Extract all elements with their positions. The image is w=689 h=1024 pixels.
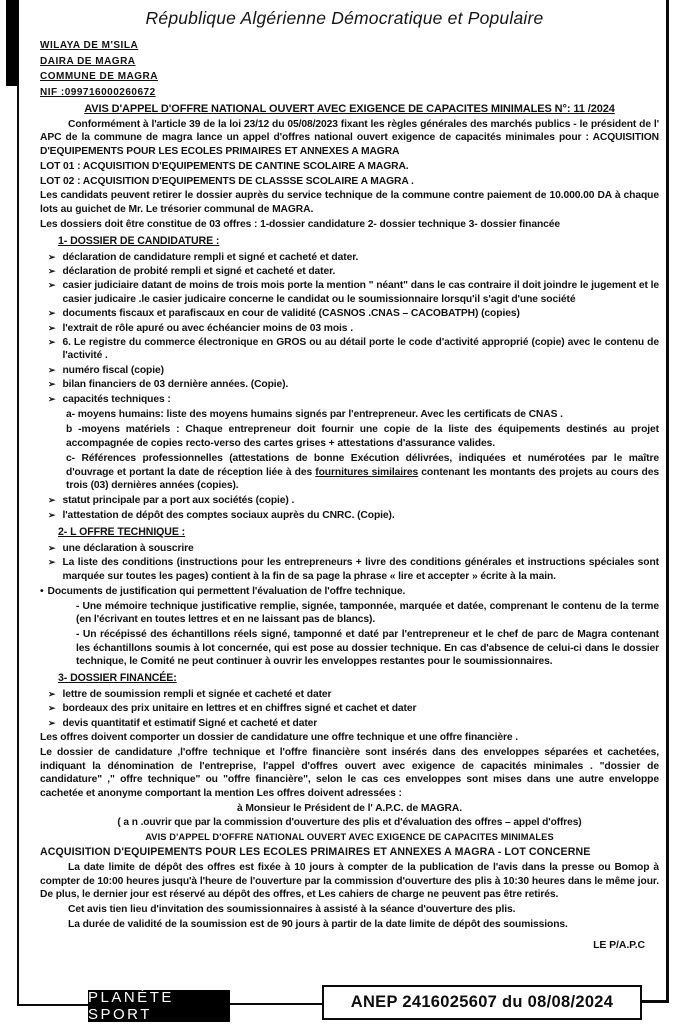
bullet-arrow-icon: ➢ [48,717,56,728]
composition-paragraph: Les dossiers doit être constitue de 03 offres : 1-dossier candidature 2- dossier technique 3- dossier financée [40,218,561,230]
intro-paragraph: Conformément à l'article 39 de la loi 23/12 du 05/08/2023 fixant les règles générales des marchés publics - le président de l' APC de la commune de magra lance un appel d'offres national ouvert exigence de capacités minimales pour : ACQUISITION D'EQUIPEMENTS POUR LES ECOLES PRIMAIRES ET ANNEXES A MAGRA [40,118,659,157]
list-item-text: documents fiscaux et parafiscaux en cour de validité (CASNOS .CNAS – CACOBATPH) (copies) [62,308,520,320]
list-item-text: La liste des conditions (instructions pour les entrepreneurs + livre des conditions générales et instructions spéciales sont marquée sur toutes les pages) contient à la fin de sa page la phrase « lire et accepter » écrite à la main. [62,557,659,582]
bullet-arrow-icon: ➢ [48,542,56,553]
sub-item-moyens-humains: a- moyens humains: liste des moyens humains signés par l'entrepreneur. Avec les certificats de CNAS . [66,409,563,421]
list-item [40,251,659,264]
list-item [40,307,659,320]
avis-repeat-line: AVIS D'APPEL D'OFFRE NATIONAL OUVERT AVEC EXIGENCE DE CAPACITES MINIMALES [145,832,554,843]
list-item [40,364,659,377]
memoire-technique-note: - Une mémoire technique justificative remplie, signée, tamponnée, marquée et datée, comprenant le contenu de la terme (en l'écrivant en toutes lettres et en ne laissant pas de blancs). [76,600,659,626]
justification-text: Documents de justification qui permettent l'évaluation de l'offre technique. [47,585,406,597]
lot-2-line: LOT 02 : ACQUISITION D'EQUIPEMENTS DE CLASSSE SCOLAIRE A MAGRA . [40,175,414,187]
bullet-arrow-icon: ➢ [48,251,56,262]
page-border-right [666,0,669,1003]
bullet-arrow-icon: ➢ [48,509,56,520]
list-item [40,265,659,278]
list-item [40,494,659,507]
page-border-right-foot [640,1000,669,1003]
page-border-left [17,84,19,1006]
bullet-arrow-icon: ➢ [48,379,56,390]
anep-reference-box: ANEP 2416025607 du 08/08/2024 [322,985,642,1020]
list-item-text: déclaration de probité rempli et signé et cacheté et dater. [62,265,336,277]
list-item-text: 6. Le registre du commerce électronique en GROS ou au détail porte le code d'activité approprié (copie) avec le contenu de l'activité . [62,337,659,362]
list-item-text: bordeaux des prix unitaire en lettres et en chiffres signé et cachet et dater [62,703,417,715]
bullet-dot-icon: • [40,585,44,597]
list-item [40,556,659,583]
list-item-text: l'extrait de rôle apuré ou avec échéancier moins de 03 mois . [62,322,353,334]
validity-paragraph: La durée de validité de la soumission est de 90 jours à partir de la date limite de dépôt des soumissions. [68,918,568,930]
sub-item-references [40,452,659,492]
authority-wilaya: WILAYA DE M'SILA [40,40,139,51]
list-item-text: statut principale par a port aux sociétés (copie) . [62,495,295,507]
bullet-arrow-icon: ➢ [48,495,56,506]
recepisse-echantillons-note: - Un récépissé des échantillons réels signé, tamponné et daté par l'entrepreneur et le chef de parc de Magra contenant les échantillons soumis à lot concernée, qui est pose au dossier technique. En cas d'absence de celui-ci dans le dossier technique, le Comité ne peut continuer à ouvrir les enveloppes restantes pour le soumissionnaires. [76,629,659,667]
list-item-text: casier judiciaire datant de moins de trois mois porte la mention " néant" dans le cas contraire il doit joindre le jugement et le casier judicaire .le casier judicaire concerne le candidat ou le soumissionnaire lorsqu'il s'agit d'une société [62,280,659,305]
list-item [40,717,659,730]
address-president-line: à Monsieur le Président de l' A.P.C. de MAGRA. [236,802,462,814]
list-item [40,542,659,555]
authority-nif: NIF :099716000260672 [40,86,156,98]
list-item [40,688,659,701]
bullet-arrow-icon: ➢ [48,280,56,291]
authority-daira: DAIRA DE MAGRA [40,55,136,67]
references-prefix: c- Références professionnelles (attestations de bonne Exécution délivrées, indiquées et numérotées par le maître d'ouvrage et portant la date de réception liée à des [66,453,659,478]
list-item [40,336,659,363]
list-item [40,378,659,391]
list-item [40,509,659,522]
list-item-text: une déclaration à souscrire [62,542,194,554]
bullet-arrow-icon: ➢ [48,308,56,319]
signature-line: LE P/A.P.C [593,939,645,952]
lot-1-line: LOT 01 : ACQUISITION D'EQUIPEMENTS DE CANTINE SCOLAIRE A MAGRA. [40,160,409,172]
list-item-text: capacités techniques : [62,393,171,405]
list-item-text: lettre de soumission rempli et signée et cacheté et dater [62,688,332,700]
footer-connector-line [229,1003,323,1005]
justification-heading [40,585,659,598]
page-border-left-foot [17,1004,89,1006]
enveloppes-paragraph: Le dossier de candidature ,l'offre technique et l'offre financière sont insérés dans des enveloppes séparées et cachetées, indiquant la dénomination de l'entreprise, l'appel d'offres ouvert avec exigence de capacités minimales . "dossier de candidature" ," offre technique" ou "offre financière", selon le cas ces enveloppes sont mises dans une autre enveloppe cachetée et anonyme comportant la mention Les offres doivent adressées : [40,747,659,799]
list-item-text: numéro fiscal (copie) [62,364,164,376]
sub-item-moyens-materiels: b -moyens matériels : Chaque entrepreneur doit fournir une copie de la liste des équipements destinés au projet accompagnée de copies recto-verso des cartes grises + attestations d'assurance valides. [66,424,659,449]
bullet-arrow-icon: ➢ [48,557,56,568]
offres-composition-paragraph: Les offres doivent comporter un dossier de candidature une offre technique et une offre financière . [40,732,519,744]
list-item-text: devis quantitatif et estimatif Signé et cacheté et dater [62,717,318,729]
list-item [40,279,659,306]
retrait-paragraph: Les candidats peuvent retirer le dossier auprès du service technique de la commune contre paiement de 10.000.00 DA à chaque lots au guichet de Mr. Le trésorier communal de MAGRA. [40,190,659,215]
section-technique-heading: 2- L OFFRE TECHNIQUE : [58,526,186,539]
commission-ouverture-line: ( a n .ouvrir que par la commission d'ouverture des plis et d'évaluation des offres – appel d'offres) [117,817,582,829]
list-item-text: déclaration de candidature rempli et signé et cacheté et dater. [62,251,359,263]
list-item [40,702,659,715]
bullet-arrow-icon: ➢ [48,337,56,347]
bullet-arrow-icon: ➢ [48,703,56,714]
notice-body [40,38,659,954]
lot-concerne-line: ACQUISITION D'EQUIPEMENTS POUR LES ECOLES PRIMAIRES ET ANNEXES A MAGRA - LOT CONCERNE [40,846,591,859]
list-item [40,393,659,406]
planete-sport-stamp: PLANÈTE SPORT [88,990,230,1022]
authority-commune: COMMUNE DE MAGRA [40,71,158,82]
republic-masthead: République Algérienne Démocratique et Populaire [145,8,544,28]
list-item [40,322,659,335]
references-underlined: fournitures similaires [315,466,419,478]
notice-title: AVIS D'APPEL D'OFFRE NATIONAL OUVERT AVEC EXIGENCE DE CAPACITES MINIMALES N°: 11 /2024 [84,103,615,115]
bullet-arrow-icon: ➢ [48,265,56,276]
deadline-paragraph: La date limite de dépôt des offres est fixée à 10 jours à compter de la publication de l'avis dans la presse ou Bomop à compter de 10:00 heures jusqu'à l'heure de l'ouverture par la commission d'ouverture des plis à 10:30 heures dans le même jour. De plus, le dernier jour est réservé au dépôt des offres, et Les cahiers de charge ne peuvent pas être retirés. [40,862,659,900]
section-financier-heading: 3- DOSSIER FINANCÉE: [58,672,177,685]
bullet-arrow-icon: ➢ [48,688,56,699]
references-suffix: contenant les montants des projets au cours des trois (03) dernières années (copies). [66,466,659,492]
list-item-text: l'attestation de dépôt des comptes sociaux auprès du CNRC. (Copie). [62,509,395,521]
list-item-text: bilan financiers de 03 dernière années. (Copie). [62,379,289,391]
issuing-authority [40,38,659,100]
invitation-paragraph: Cet avis tien lieu d'invitation des soumissionnaires à assisté à la séance d'ouverture des plis. [68,903,516,915]
bullet-arrow-icon: ➢ [48,364,56,375]
bullet-arrow-icon: ➢ [48,393,56,404]
section-candidature-heading: 1- DOSSIER DE CANDIDATURE : [58,235,220,248]
bullet-arrow-icon: ➢ [48,322,56,333]
